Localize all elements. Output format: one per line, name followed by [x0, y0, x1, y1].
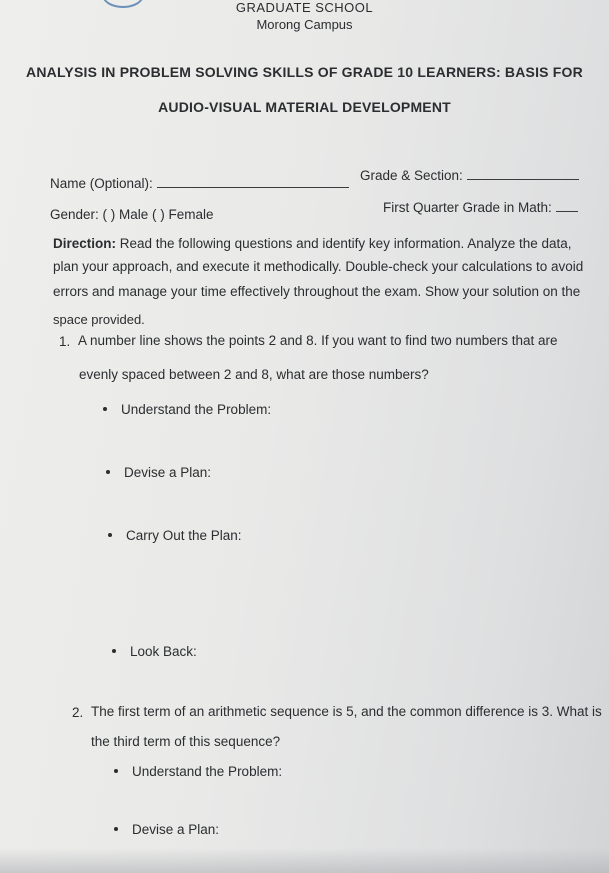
document-title-line-2: AUDIO-VISUAL MATERIAL DEVELOPMENT: [158, 99, 451, 115]
question-1-number: 1.: [59, 334, 71, 349]
first-quarter-blank: [556, 211, 578, 212]
grade-section-blank: [467, 179, 579, 180]
q1-step-look-back: Look Back:: [112, 644, 197, 659]
q1-step-understand: Understand the Problem:: [103, 402, 271, 417]
direction-label: Direction:: [53, 236, 117, 251]
question-2-line-1: The first term of an arithmetic sequence is 5, and the common difference is 3. What is: [91, 704, 602, 719]
question-1-line-2: evenly spaced between 2 and 8, what are those numbers?: [79, 367, 429, 382]
name-blank: [157, 187, 349, 188]
q2-step-devise: Devise a Plan:: [114, 822, 219, 837]
grade-section-label: Grade & Section:: [360, 168, 463, 183]
first-quarter-label: First Quarter Grade in Math:: [383, 200, 552, 215]
first-quarter-field: [383, 200, 578, 215]
gender-field: Gender: ( ) Male ( ) Female: [50, 207, 214, 222]
school-name: GRADUATE SCHOOL: [235, 0, 374, 15]
direction-text-1: Read the following questions and identify key information. Analyze the data,: [116, 236, 572, 251]
question-2-line-2: the third term of this sequence?: [91, 734, 281, 749]
name-field: [50, 176, 349, 191]
direction-line-1: [53, 236, 595, 251]
name-label: Name (Optional):: [50, 176, 153, 191]
campus-name: Morong Campus: [256, 17, 353, 32]
q1-step-devise: Devise a Plan:: [106, 465, 211, 480]
q1-step-carry-out: Carry Out the Plan:: [108, 528, 242, 543]
grade-section-field: [360, 168, 579, 183]
question-2-number: 2.: [72, 705, 84, 720]
direction-line-4: space provided.: [53, 312, 145, 327]
page-bottom-shadow: [0, 848, 609, 873]
direction-line-2: plan your approach, and execute it methodically. Double-check your calculations to avoid: [53, 259, 584, 274]
question-1-line-1: A number line shows the points 2 and 8. If you want to find two numbers that are: [78, 333, 558, 348]
document-title-line-1: ANALYSIS IN PROBLEM SOLVING SKILLS OF GRADE 10 LEARNERS: BASIS FOR: [26, 64, 583, 80]
q2-step-understand: Understand the Problem:: [114, 764, 282, 779]
direction-line-3: errors and manage your time effectively throughout the exam. Show your solution on the: [53, 284, 581, 299]
